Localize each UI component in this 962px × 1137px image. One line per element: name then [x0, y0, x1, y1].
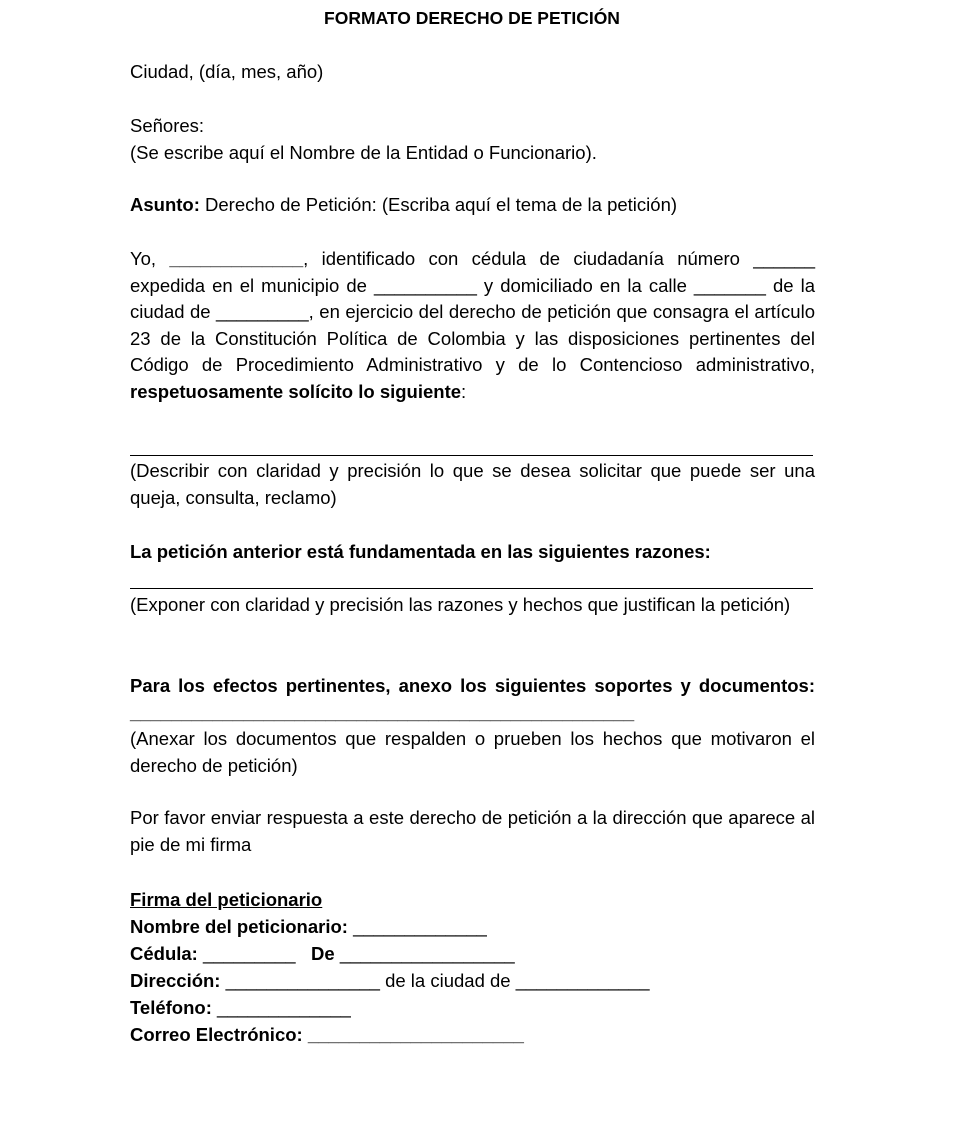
signature-id-row	[130, 940, 815, 967]
signature-block	[130, 886, 815, 1048]
email-label: Correo Electrónico:	[130, 1024, 308, 1045]
id-label: Cédula:	[130, 943, 203, 964]
subject-line	[130, 192, 815, 219]
annex-heading	[130, 673, 815, 726]
entity-hint: (Se escribe aquí el Nombre de la Entidad o Funcionario).	[130, 141, 597, 163]
response-request: Por favor enviar respuesta a este derecho de petición a la dirección que aparece al pie de mi firma	[130, 807, 815, 855]
request-hint: (Describir con claridad y precisión lo que se desea solicitar que puede ser una queja, consulta, reclamo)	[130, 460, 815, 508]
address-city-field: _____________	[515, 970, 650, 991]
phone-label: Teléfono:	[130, 997, 218, 1018]
reasons-heading: La petición anterior está fundamentada en las siguientes razones:	[130, 541, 711, 562]
subject-label: Asunto:	[130, 194, 200, 215]
petition-body-paragraph	[130, 246, 815, 405]
id-from-label: De	[311, 943, 340, 964]
signature-email-row	[130, 1021, 815, 1048]
name-field: _____________	[353, 916, 487, 937]
address-city-text: de la ciudad de	[379, 970, 516, 991]
request-fill-line	[130, 455, 813, 456]
addressee-block	[130, 113, 815, 166]
email-field: _____________________	[307, 1024, 524, 1045]
body-colon: :	[461, 380, 467, 402]
name-blank: _____________	[169, 248, 304, 269]
signature-phone-row	[130, 994, 815, 1021]
reasons-fill-line	[130, 588, 813, 589]
annex-hint: (Anexar los documentos que respalden o prueben los hechos que motivaron el derecho de petición)	[130, 728, 815, 776]
id-from-field: _________________	[339, 943, 515, 964]
body-main-text: , identificado con cédula de ciudadanía número ______ expedida en el municipio de __________ y domiciliado en la calle _______ de la ciudad de _________, en ejercicio del derecho de petición que consagra el artículo 23 de la Constitución Política de Colombia y las disposiciones pertinentes del Código de Procedimiento Administrativo y de lo Contencioso administrativo,	[130, 248, 815, 375]
request-bold-text: respetuosamente solícito lo siguiente	[130, 380, 462, 402]
name-label: Nombre del peticionario:	[130, 916, 354, 937]
annex-heading-text: Para los efectos pertinentes, anexo los siguientes soportes y documentos:	[130, 675, 815, 696]
annex-blank: _________________________________________________	[130, 701, 635, 723]
signature-name-row	[130, 913, 815, 940]
address-label: Dirección:	[130, 970, 226, 991]
body-intro: Yo,	[130, 248, 170, 269]
salutation: Señores:	[130, 115, 205, 136]
document-title: FORMATO DERECHO DE PETICIÓN	[324, 8, 620, 28]
subject-text: Derecho de Petición: (Escriba aquí el tema de la petición)	[199, 194, 678, 215]
signature-heading: Firma del peticionario	[130, 889, 323, 910]
address-field: _______________	[225, 970, 380, 991]
id-field: _________	[202, 943, 296, 964]
phone-field: _____________	[217, 997, 351, 1018]
signature-address-row	[130, 967, 815, 994]
city-date-line: Ciudad, (día, mes, año)	[130, 61, 324, 82]
reasons-hint: (Exponer con claridad y precisión las razones y hechos que justifican la petición)	[130, 594, 791, 615]
